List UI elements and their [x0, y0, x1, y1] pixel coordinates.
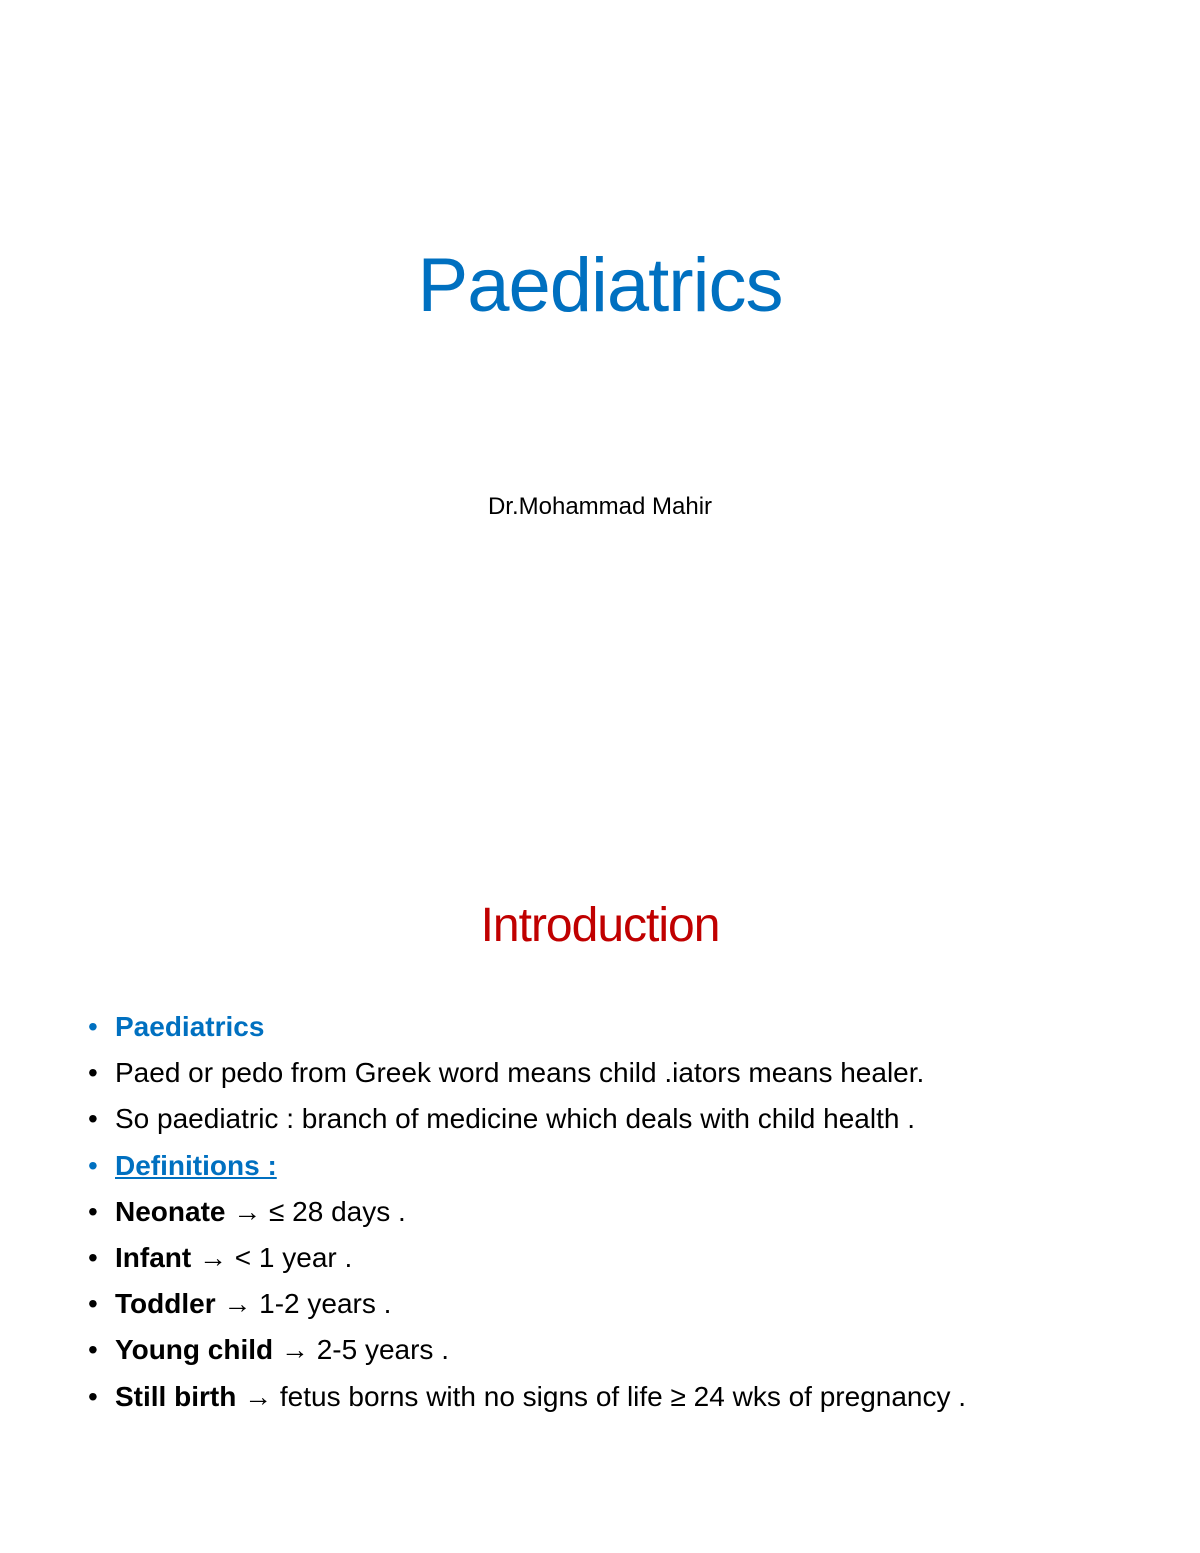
- introduction-slide: [0, 776, 1200, 1553]
- title-slide: [0, 0, 1200, 776]
- list-item: [88, 1004, 1168, 1050]
- list-item-heading: Paediatrics: [115, 1011, 265, 1042]
- list-item: [88, 1235, 1168, 1281]
- bullet-icon: •: [88, 1011, 98, 1042]
- list-item: [88, 1050, 1168, 1096]
- list-item: [88, 1143, 1168, 1189]
- list-item: [88, 1327, 1168, 1373]
- definition-text: → < 1 year .: [191, 1241, 353, 1273]
- bullet-icon: •: [88, 1288, 98, 1320]
- definition-term: Young child: [115, 1334, 274, 1366]
- definition-term: Still birth: [115, 1380, 237, 1412]
- main-title: Paediatrics: [417, 243, 783, 328]
- definition-text: → fetus borns with no signs of life ≥ 24 wks of pregnancy .: [236, 1380, 967, 1412]
- bullet-icon: •: [88, 1195, 98, 1227]
- definition-text: → 2-5 years .: [273, 1334, 449, 1366]
- section-title: Introduction: [480, 899, 720, 952]
- list-item: [88, 1189, 1168, 1235]
- list-item: [88, 1281, 1168, 1327]
- definition-term: Infant: [115, 1241, 192, 1273]
- list-item: [88, 1096, 1168, 1142]
- bullet-list: [88, 1004, 1168, 1420]
- bullet-icon: •: [88, 1103, 98, 1135]
- list-item: [88, 1374, 1168, 1420]
- definition-text: → 1-2 years .: [215, 1288, 392, 1320]
- bullet-icon: •: [88, 1241, 98, 1273]
- list-item-text: Paed or pedo from Greek word means child .iators means healer.: [115, 1057, 925, 1089]
- definition-term: Neonate: [115, 1195, 226, 1227]
- bullet-icon: •: [88, 1149, 98, 1181]
- definition-text: → ≤ 28 days .: [225, 1195, 406, 1227]
- definition-term: Toddler: [115, 1288, 216, 1320]
- definitions-heading: Definitions :: [115, 1149, 277, 1181]
- bullet-icon: •: [88, 1380, 98, 1412]
- bullet-icon: •: [88, 1334, 98, 1366]
- list-item-text: So paediatric : branch of medicine which deals with child health .: [115, 1103, 915, 1135]
- bullet-icon: •: [88, 1057, 98, 1089]
- author-name: Dr.Mohammad Mahir: [487, 493, 713, 520]
